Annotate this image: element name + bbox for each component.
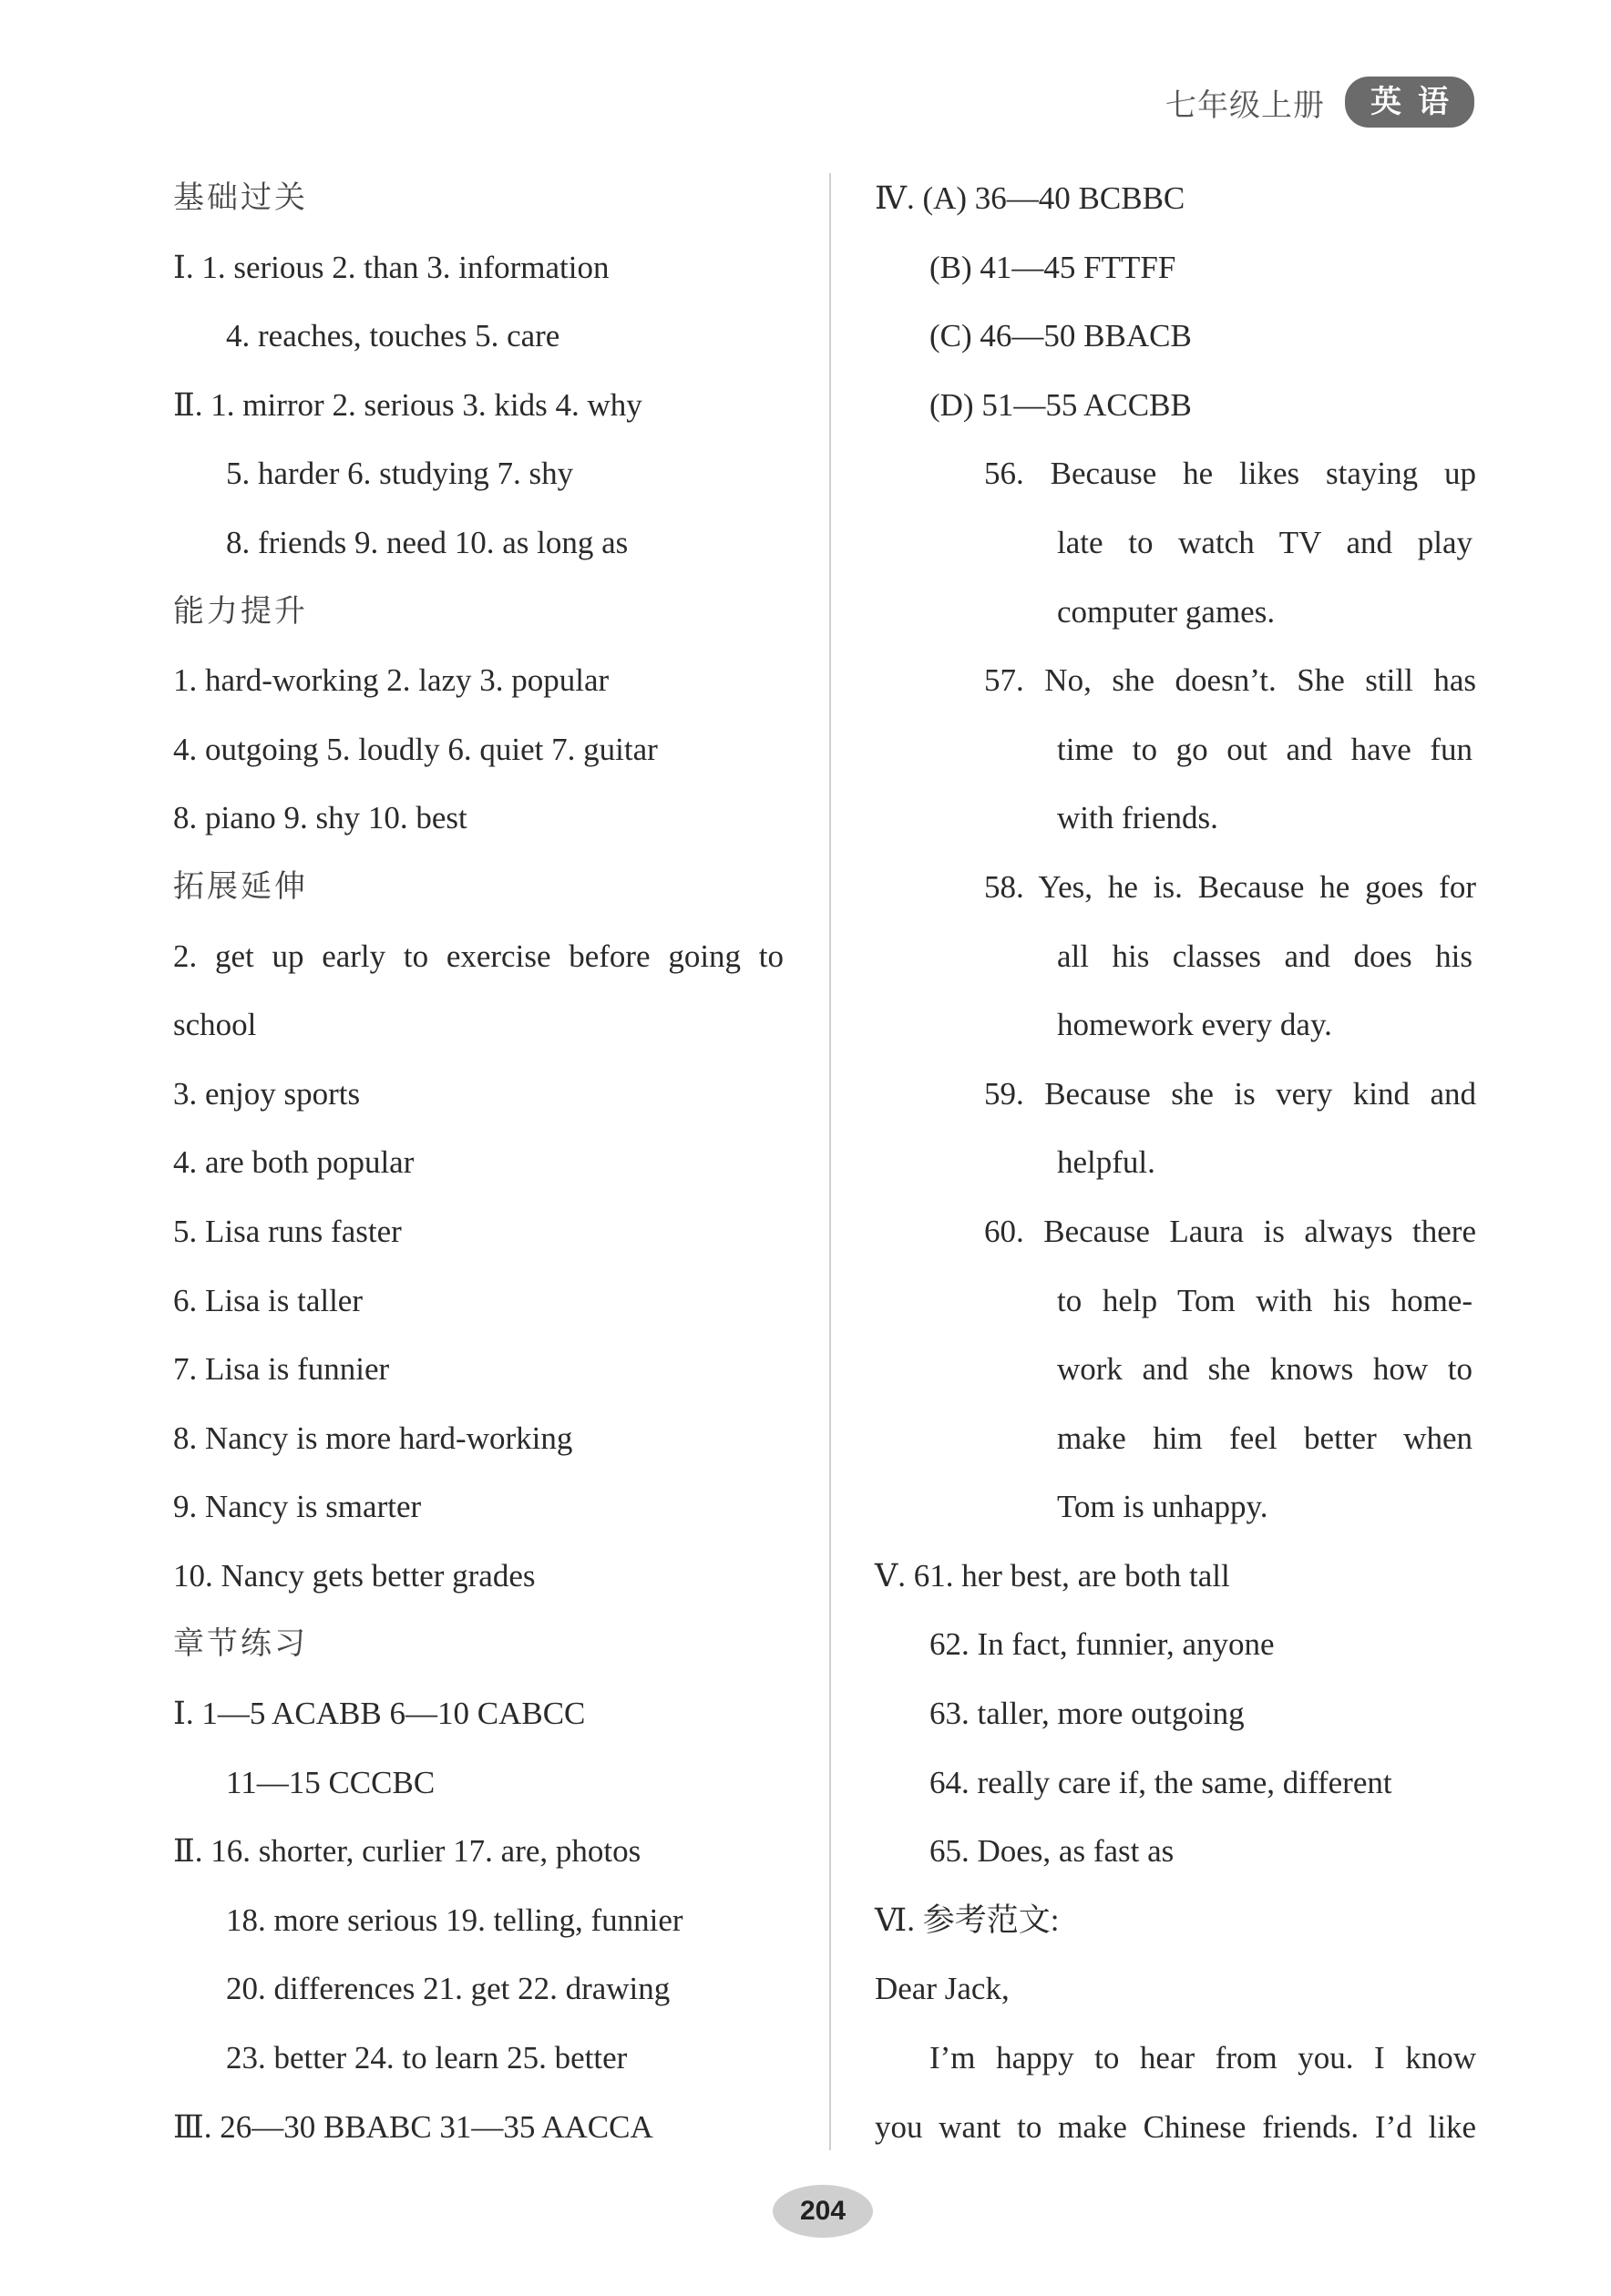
page-header bbox=[1165, 75, 1474, 129]
answer-line: 23. better 24. to learn 25. better bbox=[226, 2040, 628, 2076]
answer-line: to help Tom with his home- bbox=[1057, 1282, 1472, 1318]
answer-line: 56. Because he likes staying up bbox=[984, 456, 1476, 492]
answer-line: late to watch TV and play bbox=[1057, 524, 1472, 560]
answer-line: 60. Because Laura is always there bbox=[984, 1213, 1476, 1249]
answer-line: helpful. bbox=[1057, 1144, 1155, 1181]
answer-line: 4. reaches, touches 5. care bbox=[226, 318, 560, 354]
answer-line: 57. No, she doesn’t. She still has bbox=[984, 662, 1476, 699]
answer-line: 8. friends 9. need 10. as long as bbox=[226, 524, 629, 560]
answer-line: 5. harder 6. studying 7. shy bbox=[226, 456, 574, 492]
answer-line: 63. taller, more outgoing bbox=[929, 1696, 1245, 1732]
answer-line: computer games. bbox=[1057, 593, 1276, 630]
answer-line: homework every day. bbox=[1057, 1007, 1332, 1043]
letter-line: I’m happy to hear from you. I know bbox=[929, 2040, 1476, 2076]
answer-line: Ⅱ. 16. shorter, curlier 17. are, photos bbox=[173, 1833, 641, 1870]
answer-line: time to go out and have fun bbox=[1057, 731, 1472, 767]
section-heading: 能力提升 bbox=[173, 592, 308, 630]
answer-line: (B) 41—45 FTTFF bbox=[929, 249, 1176, 285]
answer-line: 58. Yes, he is. Because he goes for bbox=[984, 868, 1476, 905]
answer-line: 4. outgoing 5. loudly 6. quiet 7. guitar bbox=[173, 731, 658, 767]
letter-line: Dear Jack, bbox=[875, 1971, 1010, 2007]
answer-line: Ⅳ. (A) 36—40 BCBBC bbox=[875, 180, 1185, 216]
subject-badge: 英语 bbox=[1345, 77, 1474, 128]
answer-line: 6. Lisa is taller bbox=[173, 1282, 364, 1318]
answer-line: 65. Does, as fast as bbox=[929, 1833, 1175, 1870]
answer-line: 10. Nancy gets better grades bbox=[173, 1557, 536, 1594]
answer-line: 9. Nancy is smarter bbox=[173, 1489, 422, 1525]
answer-line: (D) 51—55 ACCBB bbox=[929, 386, 1192, 423]
answer-line: 1. hard-working 2. lazy 3. popular bbox=[173, 662, 610, 699]
answer-line: 5. Lisa runs faster bbox=[173, 1213, 402, 1249]
answer-line: 59. Because she is very kind and bbox=[984, 1075, 1476, 1112]
answer-line: all his classes and does his bbox=[1057, 938, 1472, 974]
answer-line: 2. get up early to exercise before going to bbox=[173, 938, 784, 974]
section-heading: 章节练习 bbox=[173, 1625, 308, 1663]
page-number: 204 bbox=[773, 2185, 873, 2238]
answer-line: with friends. bbox=[1057, 800, 1218, 836]
answer-line: 4. are both popular bbox=[173, 1144, 415, 1181]
letter-line: you want to make Chinese friends. I’d like bbox=[875, 2108, 1476, 2145]
answer-line: Ⅱ. 1. mirror 2. serious 3. kids 4. why bbox=[173, 386, 642, 423]
right-column bbox=[875, 164, 1476, 2161]
answer-line: 18. more serious 19. telling, funnier bbox=[226, 1901, 683, 1938]
answer-line: Tom is unhappy. bbox=[1057, 1489, 1268, 1525]
answer-line: Ⅰ. 1. serious 2. than 3. information bbox=[173, 249, 610, 285]
left-column bbox=[173, 164, 784, 2161]
answer-line: make him feel better when bbox=[1057, 1420, 1472, 1456]
answer-line: 7. Lisa is funnier bbox=[173, 1351, 390, 1388]
section-heading: 基础过关 bbox=[173, 179, 308, 216]
answer-line: work and she knows how to bbox=[1057, 1351, 1472, 1388]
answer-line: Ⅴ. 61. her best, are both tall bbox=[875, 1557, 1230, 1594]
answer-line: 8. Nancy is more hard-working bbox=[173, 1420, 573, 1456]
answer-line: 11—15 CCCBC bbox=[226, 1764, 436, 1800]
answer-line: Ⅵ. 参考范文: bbox=[875, 1901, 1060, 1938]
answer-line: Ⅲ. 26—30 BBABC 31—35 AACCA bbox=[173, 2108, 653, 2145]
answer-line: 64. really care if, the same, different bbox=[929, 1764, 1392, 1800]
answer-line: 8. piano 9. shy 10. best bbox=[173, 800, 467, 836]
answer-line: (C) 46—50 BBACB bbox=[929, 318, 1192, 354]
column-divider bbox=[829, 173, 831, 2150]
answer-line: 62. In fact, funnier, anyone bbox=[929, 1626, 1275, 1663]
answer-line: 3. enjoy sports bbox=[173, 1075, 361, 1112]
grade-label: 七年级上册 bbox=[1165, 88, 1325, 123]
answer-line: 20. differences 21. get 22. drawing bbox=[226, 1971, 671, 2007]
answer-line: school bbox=[173, 1007, 257, 1043]
section-heading: 拓展延伸 bbox=[173, 867, 308, 905]
answer-line: Ⅰ. 1—5 ACABB 6—10 CABCC bbox=[173, 1696, 586, 1732]
